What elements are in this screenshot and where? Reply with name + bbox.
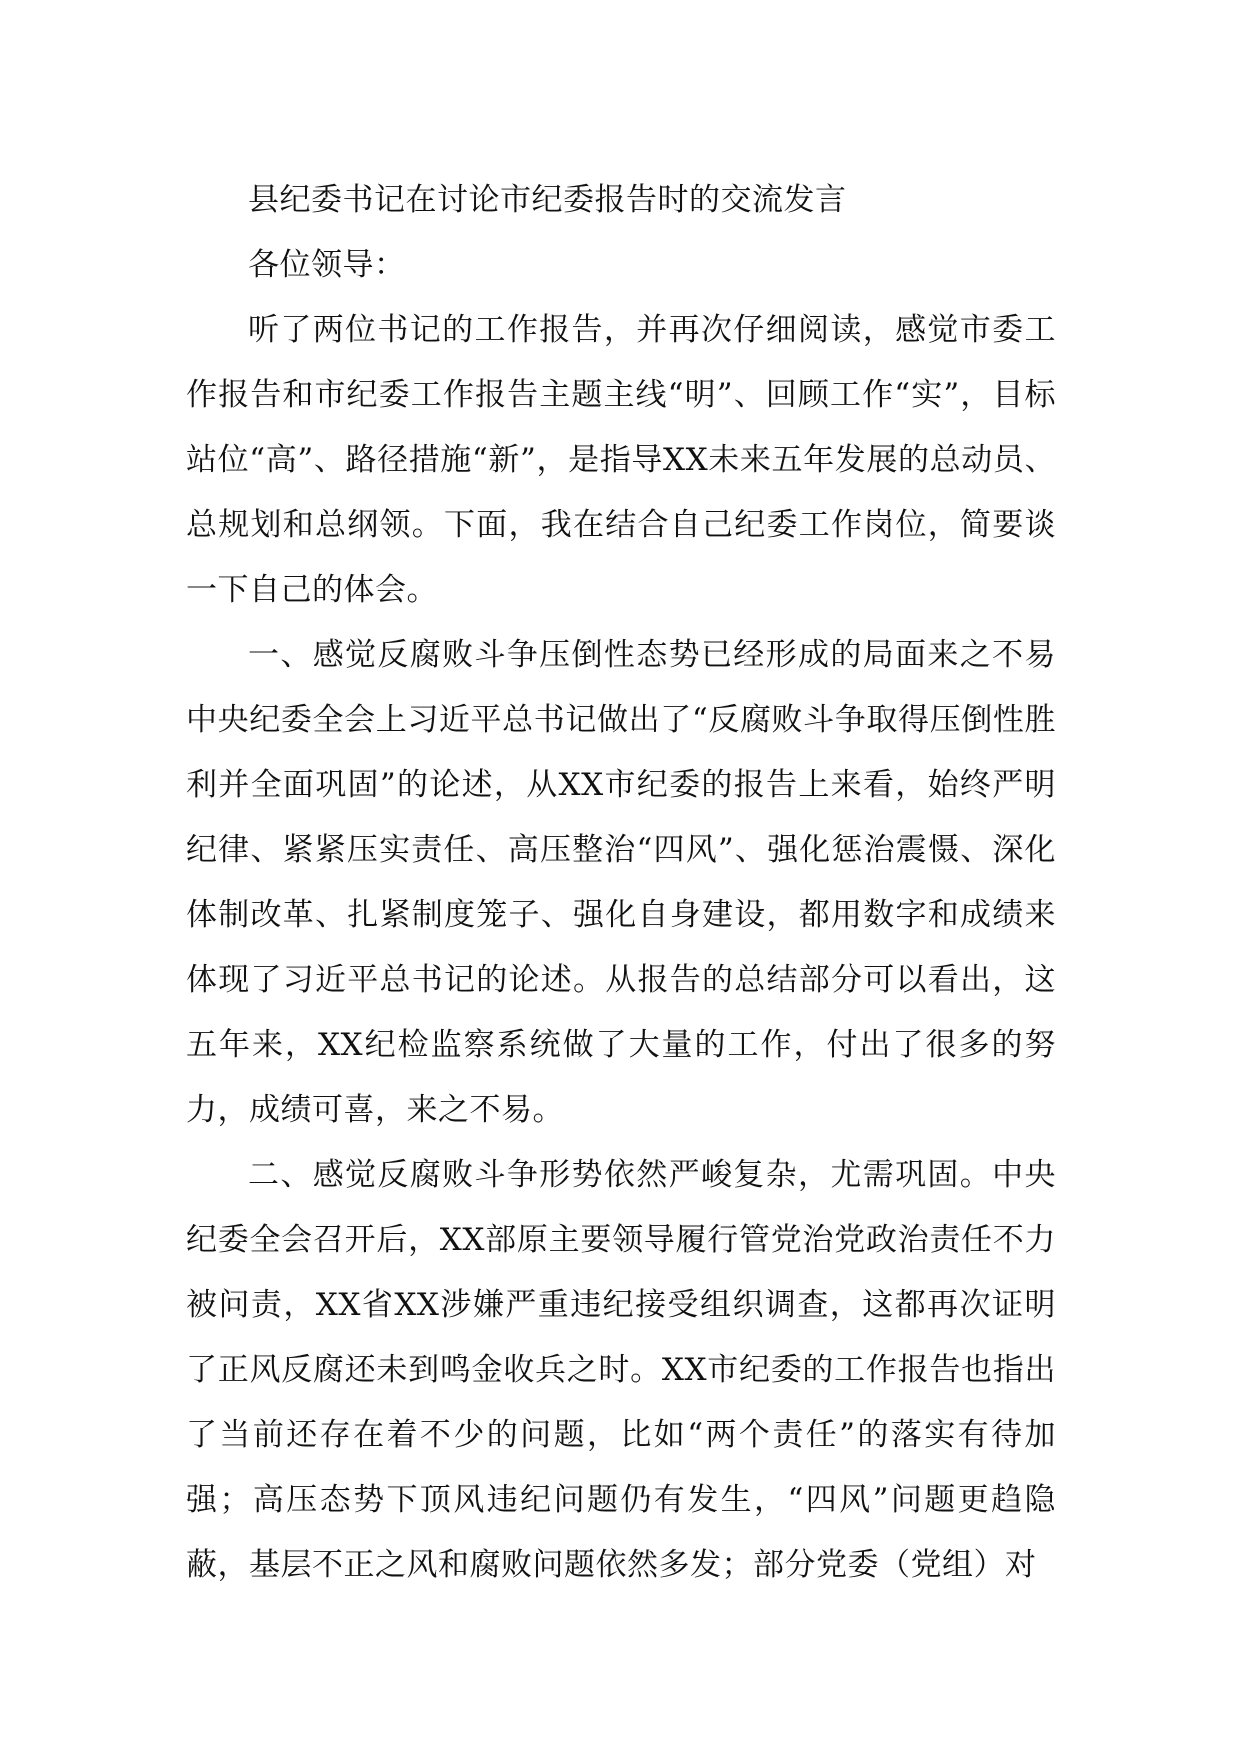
paragraph-section-one: 一、感觉反腐败斗争压倒性态势已经形成的局面来之不易中央纪委全会上习近平总书记做出了“反腐败斗争取得压倒性胜利并全面巩固”的论述，从XX市纪委的报告上来看，始终严明纪律、紧紧压实责任、高压整治“四风”、强化惩治震慑、深化体制改革、扎紧制度笼子、强化自身建设，都用数字和成绩来体现了习近平总书记的论述。从报告的总结部分可以看出，这五年来，XX纪检监察系统做了大量的工作，付出了很多的努力，成绩可喜，来之不易。 bbox=[186, 637, 1056, 1128]
paragraph-intro: 听了两位书记的工作报告，并再次仔细阅读，感觉市委工作报告和市纪委工作报告主题主线“明”、回顾工作“实”，目标站位“高”、路径措施“新”，是指导XX未来五年发展的总动员、总规划和总纲领。下面，我在结合自己纪委工作岗位，简要谈一下自己的体会。 bbox=[186, 312, 1056, 608]
document-body bbox=[186, 168, 1056, 1598]
document-title: 县纪委书记在讨论市纪委报告时的交流发言 bbox=[248, 182, 847, 218]
paragraph-section-two: 二、感觉反腐败斗争形势依然严峻复杂，尤需巩固。中央纪委全会召开后，XX部原主要领导履行管党治党政治责任不力被问责，XX省XX涉嫌严重违纪接受组织调查，这都再次证明了正风反腐还未到鸣金收兵之时。XX市纪委的工作报告也指出了当前还存在着不少的问题，比如“两个责任”的落实有待加强；高压态势下顶风违纪问题仍有发生，“四风”问题更趋隐蔽，基层不正之风和腐败问题依然多发；部分党委（党组）对 bbox=[186, 1157, 1056, 1583]
salutation: 各位领导： bbox=[248, 247, 406, 283]
